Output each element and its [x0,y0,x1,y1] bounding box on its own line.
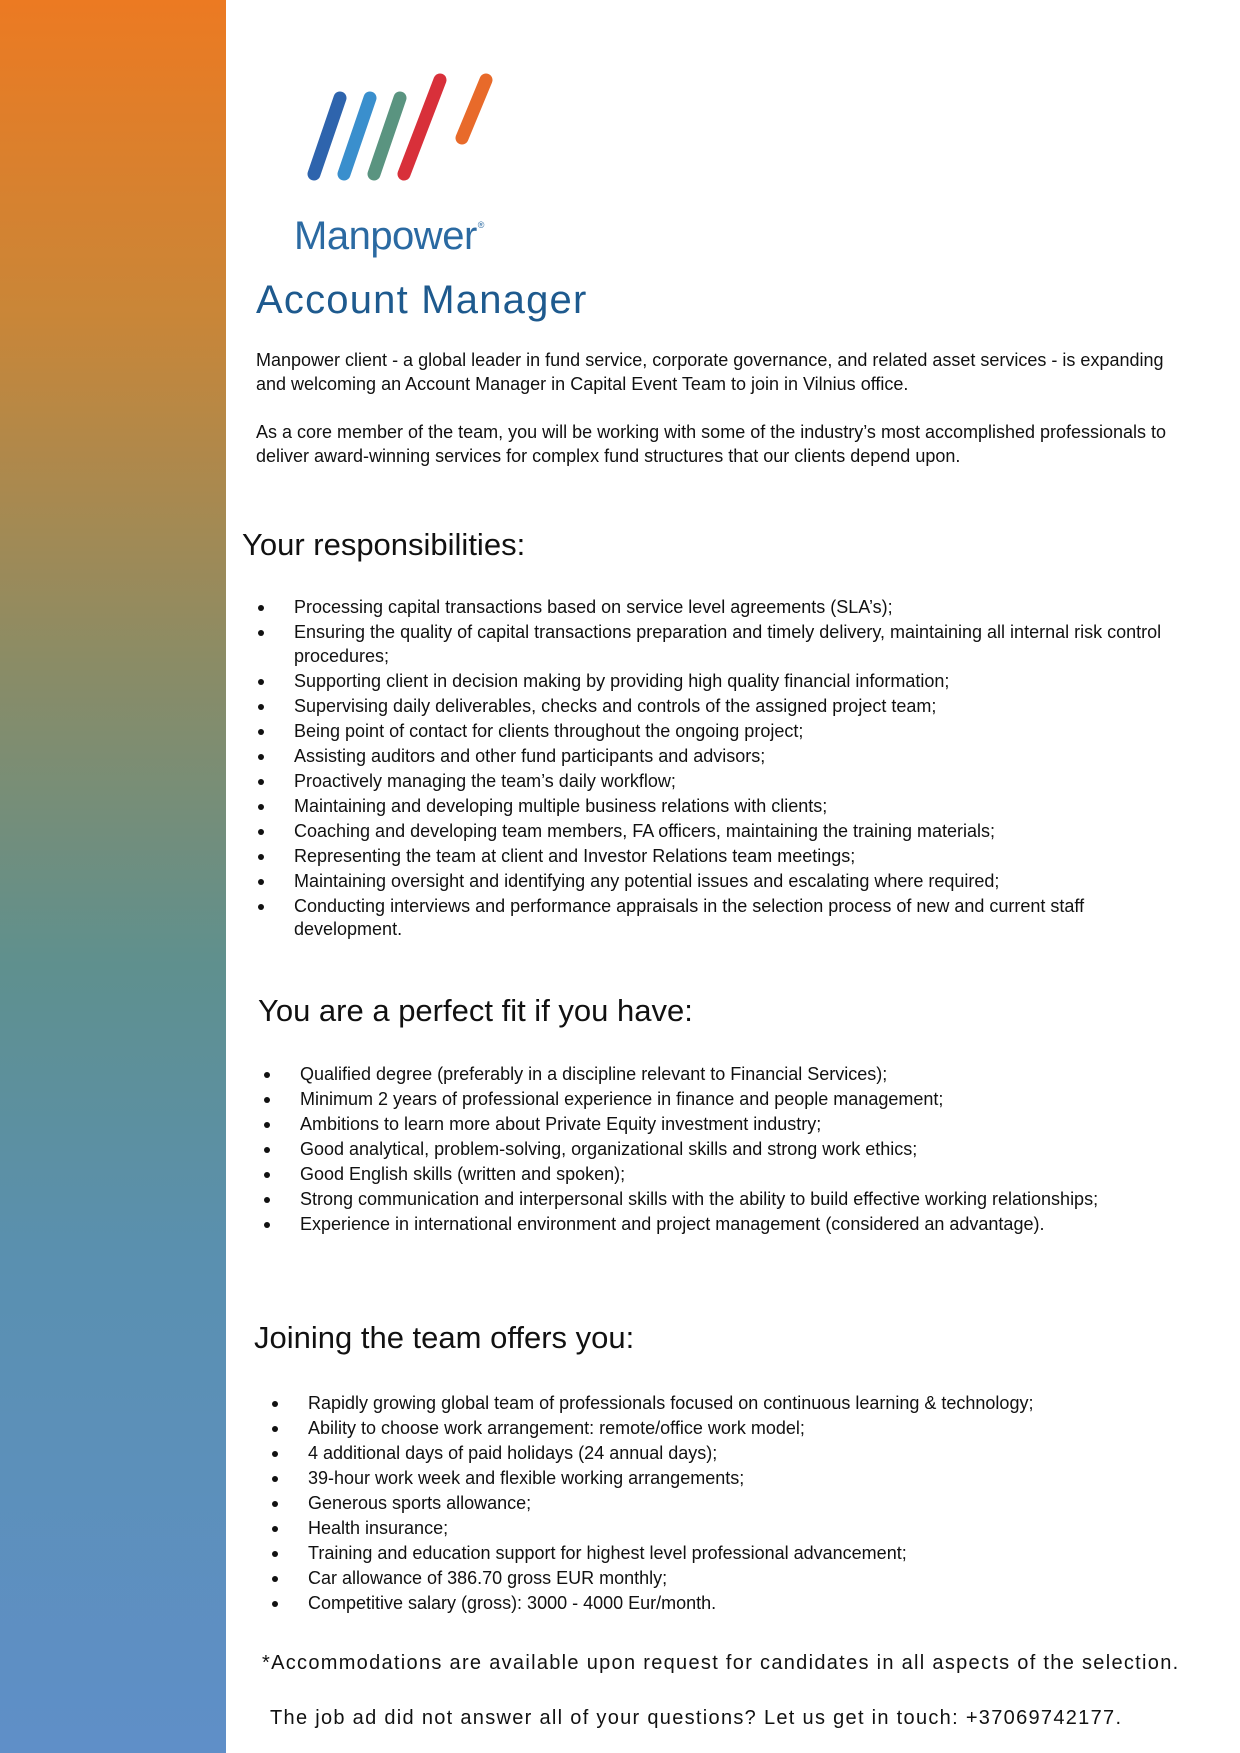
manpower-wordmark: Manpower® [294,214,484,258]
list-item: Being point of contact for clients throughout the ongoing project; [256,720,1191,744]
logo-stripe-4 [404,80,440,174]
list-item: Qualified degree (preferably in a discipline relevant to Financial Services); [262,1063,1191,1087]
list-item: Maintaining oversight and identifying any potential issues and escalating where required; [256,870,1191,894]
logo-stripe-5 [462,80,486,138]
list-item: Supervising daily deliverables, checks and controls of the assigned project team; [256,695,1191,719]
list-item: Assisting auditors and other fund participants and advisors; [256,745,1191,769]
list-item: 4 additional days of paid holidays (24 annual days); [270,1442,1195,1466]
list-item: Representing the team at client and Investor Relations team meetings; [256,845,1191,869]
intro-paragraph-1: Manpower client - a global leader in fund service, corporate governance, and related asset services - is expanding and welcoming an Account Manager in Capital Event Team to join in Vilnius office. [256,350,1164,394]
list-item: Minimum 2 years of professional experience in finance and people management; [262,1088,1191,1112]
list-item: Good analytical, problem-solving, organizational skills and strong work ethics; [262,1138,1191,1162]
decorative-gradient-bar [0,0,226,1753]
list-item: 39-hour work week and flexible working arrangements; [270,1467,1195,1491]
contact-line: The job ad did not answer all of your questions? Let us get in touch: +37069742177. [270,1707,1123,1729]
list-item: Coaching and developing team members, FA officers, maintaining the training materials; [256,820,1191,844]
list-item: Ensuring the quality of capital transactions preparation and timely delivery, maintaining all internal risk control procedures; [256,621,1191,668]
list-item: Rapidly growing global team of professionals focused on continuous learning & technology; [270,1392,1195,1416]
logo-stripe-1 [314,98,340,174]
list-item: Processing capital transactions based on service level agreements (SLA’s); [256,596,1191,620]
requirements-list [262,1063,1191,1238]
list-item: Conducting interviews and performance appraisals in the selection process of new and current staff development. [256,895,1191,942]
list-item: Maintaining and developing multiple business relations with clients; [256,795,1191,819]
list-item: Training and education support for highest level professional advancement; [270,1542,1195,1566]
list-item: Ability to choose work arrangement: remote/office work model; [270,1417,1195,1441]
responsibilities-heading: Your responsibilities: [242,527,526,562]
manpower-logo-icon [300,70,500,182]
intro-paragraph-2: As a core member of the team, you will be working with some of the industry’s most accomplished professionals to deliver award-winning services for complex fund structures that our clients depend upon. [256,422,1167,466]
requirements-heading: You are a perfect fit if you have: [258,993,693,1028]
job-title: Account Manager [256,278,588,322]
list-item: Health insurance; [270,1517,1195,1541]
logo-stripe-3 [374,98,400,174]
list-item: Supporting client in decision making by providing high quality financial information; [256,670,1191,694]
responsibilities-list [256,596,1191,943]
list-item: Proactively managing the team’s daily workflow; [256,770,1191,794]
offers-heading: Joining the team offers you: [254,1320,635,1355]
logo-stripe-2 [344,98,370,174]
list-item: Generous sports allowance; [270,1492,1195,1516]
list-item: Experience in international environment and project management (considered an advantage). [262,1213,1191,1237]
list-item: Ambitions to learn more about Private Equity investment industry; [262,1113,1191,1137]
offers-list [270,1392,1195,1617]
list-item: Good English skills (written and spoken); [262,1163,1191,1187]
accommodations-note: *Accommodations are available upon request for candidates in all aspects of the selection. [262,1652,1180,1674]
list-item: Strong communication and interpersonal skills with the ability to build effective working relationships; [262,1188,1191,1212]
list-item: Car allowance of 386.70 gross EUR monthly; [270,1567,1195,1591]
list-item: Competitive salary (gross): 3000 - 4000 Eur/month. [270,1592,1195,1616]
